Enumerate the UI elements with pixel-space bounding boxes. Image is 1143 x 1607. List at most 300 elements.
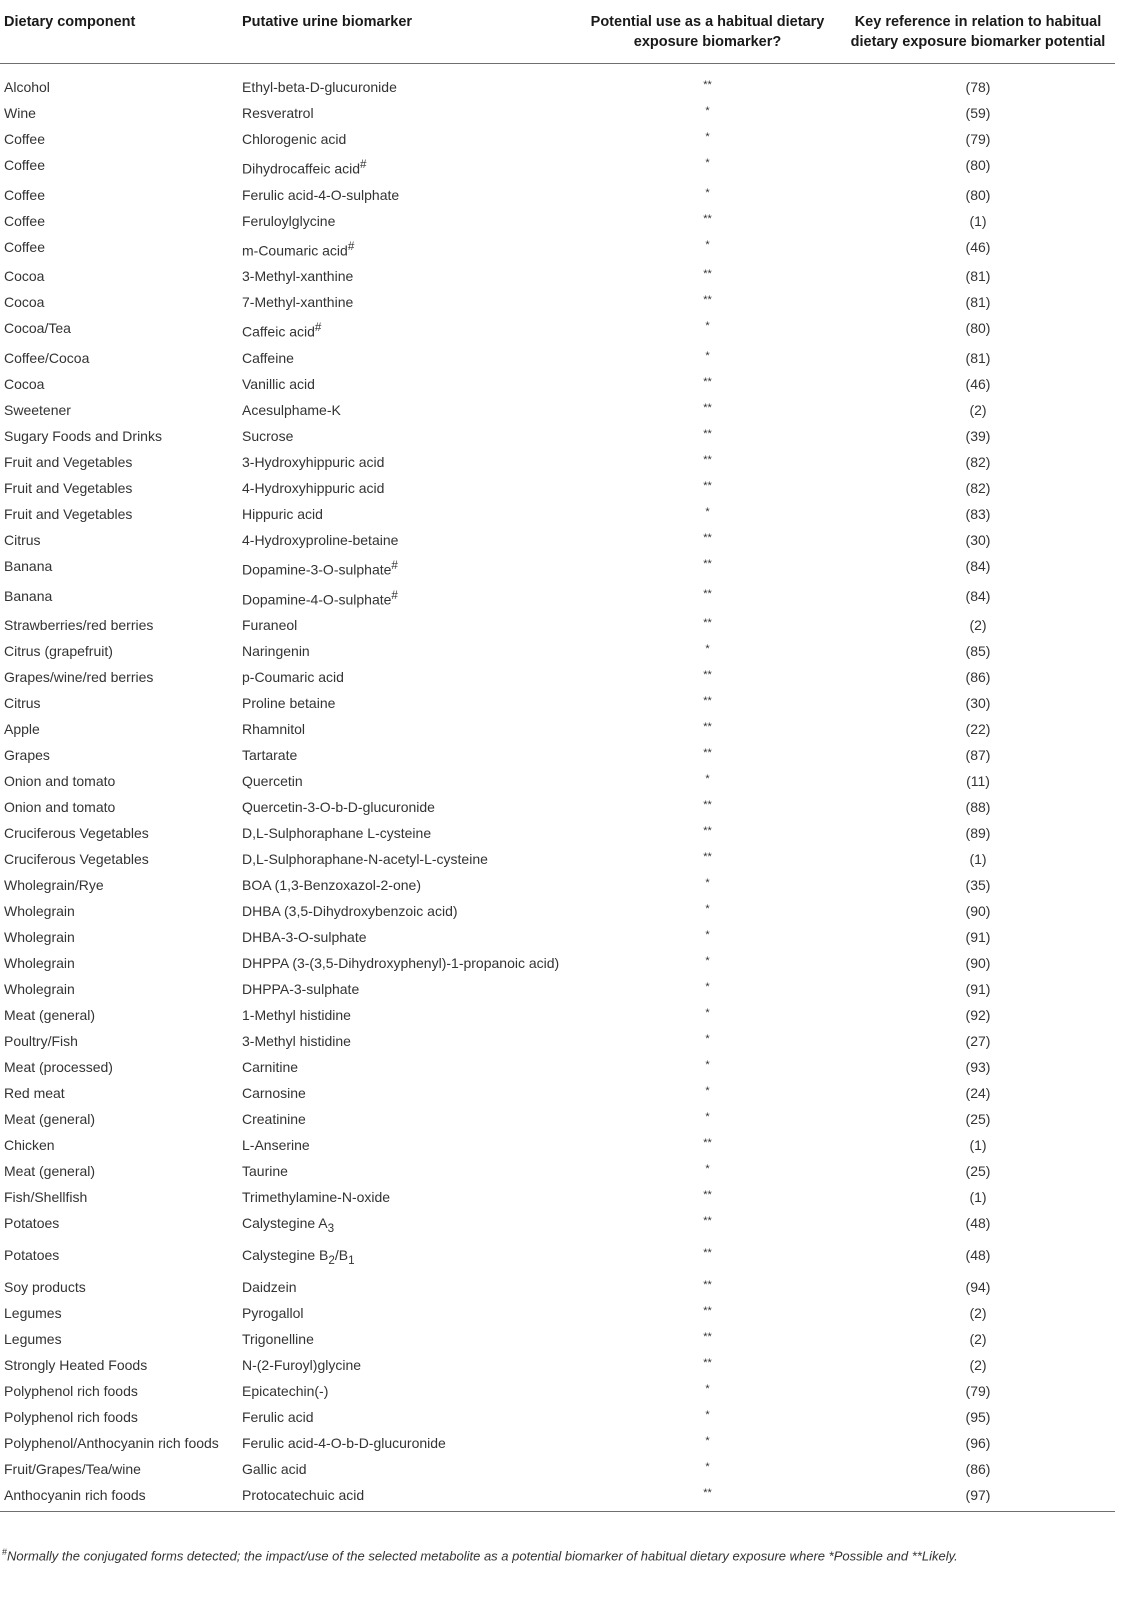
biomarker-name: N-(2-Furoyl)glycine <box>242 1356 362 1373</box>
key-reference-cell: (86) <box>965 1460 991 1477</box>
key-reference-cell: (46) <box>965 238 991 255</box>
biomarker-name: Sucrose <box>242 427 294 444</box>
table-row <box>0 234 1115 264</box>
biomarker-cell <box>238 501 574 527</box>
biomarker-cell <box>238 1106 574 1132</box>
dietary-component-cell: Citrus <box>4 531 41 548</box>
key-reference-cell: (78) <box>965 79 991 95</box>
potential-use-rating-cell: ** <box>703 587 712 600</box>
key-reference-cell: (90) <box>965 955 991 972</box>
biomarker-name: 1-Methyl histidine <box>242 1007 351 1024</box>
key-reference-cell: (30) <box>965 695 991 712</box>
table-row <box>0 1352 1115 1378</box>
key-reference-cell: (79) <box>965 131 991 147</box>
potential-use-rating-cell: * <box>705 131 710 143</box>
biomarker-name: DHBA-3-O-sulphate <box>242 929 367 946</box>
potential-use-rating-cell: ** <box>703 1247 712 1260</box>
dietary-component-cell: Wholegrain <box>4 981 75 998</box>
biomarker-subscript: 1 <box>348 1253 355 1267</box>
biomarker-name: Furaneol <box>242 617 298 634</box>
biomarker-cell <box>238 1352 574 1378</box>
key-reference-cell: (22) <box>965 721 991 738</box>
biomarker-name: Trimethylamine-N-oxide <box>242 1189 391 1206</box>
potential-use-rating-cell: ** <box>703 721 712 734</box>
biomarker-cell <box>238 208 574 234</box>
biomarker-cell <box>238 126 574 152</box>
dietary-component-cell: Wholegrain <box>4 903 75 920</box>
dietary-component-cell: Strongly Heated Foods <box>4 1356 148 1373</box>
biomarker-name: Vanillic acid <box>242 375 315 392</box>
table-row <box>0 794 1115 820</box>
biomarker-cell <box>238 1054 574 1080</box>
dietary-component-cell: Meat (processed) <box>4 1059 113 1076</box>
key-reference-cell: (35) <box>965 877 991 894</box>
potential-use-rating-cell: ** <box>703 851 712 864</box>
table-row <box>0 1430 1115 1456</box>
dietary-component-cell: Poultry/Fish <box>4 1033 78 1050</box>
key-reference-cell: (81) <box>965 294 991 311</box>
dietary-component-cell: Cruciferous Vegetables <box>4 851 149 868</box>
table-row <box>0 423 1115 449</box>
biomarker-name: Acesulphame-K <box>242 401 341 418</box>
conjugate-mark: # <box>347 239 355 253</box>
conjugate-mark: # <box>391 588 398 602</box>
table-row <box>0 1274 1115 1300</box>
table-row <box>0 1378 1115 1404</box>
table-header <box>0 0 1115 64</box>
table-row <box>0 315 1115 345</box>
potential-use-rating-cell: ** <box>703 1215 712 1228</box>
key-reference-cell: (11) <box>966 773 990 790</box>
biomarker-cell <box>238 263 574 289</box>
potential-use-rating-cell: * <box>705 1059 710 1072</box>
key-reference-cell: (82) <box>965 479 991 496</box>
key-reference-cell: (25) <box>965 1163 991 1180</box>
table-row <box>0 126 1115 152</box>
table-row <box>0 820 1115 846</box>
table-row <box>0 1326 1115 1352</box>
dietary-component-cell: Polyphenol rich foods <box>4 1382 138 1399</box>
dietary-component-cell: Cocoa <box>4 268 45 285</box>
biomarker-cell <box>238 1404 574 1430</box>
table-row <box>0 898 1115 924</box>
biomarker-subscript: 3 <box>327 1222 335 1236</box>
biomarker-cell <box>238 64 574 101</box>
table-body <box>0 64 1115 1512</box>
biomarker-subscript: 2 <box>328 1253 335 1267</box>
biomarker-name: Carnosine <box>242 1085 306 1102</box>
dietary-component-cell: Wine <box>4 105 36 121</box>
biomarker-name: Daidzein <box>242 1278 297 1295</box>
potential-use-rating-cell: * <box>705 238 710 251</box>
biomarker-name: Protocatechuic acid <box>242 1486 365 1503</box>
dietary-component-cell: Coffee/Cocoa <box>4 349 90 366</box>
biomarker-cell <box>238 423 574 449</box>
table-row <box>0 1158 1115 1184</box>
biomarker-cell <box>238 638 574 664</box>
biomarker-name: Ferulic acid-4-O-b-D-glucuronide <box>242 1434 446 1451</box>
biomarker-cell: Calystegine $B_2/B_1$ <box>242 1247 355 1267</box>
table-row <box>0 182 1115 208</box>
biomarker-name: Ferulic acid-4-O-sulphate <box>242 186 400 203</box>
biomarker-cell <box>238 1274 574 1300</box>
biomarker-cell <box>238 1132 574 1158</box>
biomarker-name: Ethyl-beta-D-glucuronide <box>242 79 397 95</box>
biomarker-name: Tartarate <box>242 747 298 764</box>
dietary-component-cell: Polyphenol rich foods <box>4 1408 138 1425</box>
key-reference-cell: (80) <box>965 157 991 173</box>
key-reference-cell: (39) <box>965 427 991 444</box>
biomarker-name: 7-Methyl-xanthine <box>242 294 354 311</box>
biomarker-name: Chlorogenic acid <box>242 131 347 147</box>
dietary-component-cell: Fruit and Vegetables <box>4 505 133 522</box>
table-row <box>0 1106 1115 1132</box>
potential-use-rating-cell: * <box>705 929 710 942</box>
header-putative-biomarker: Putative urine biomarker <box>242 14 413 30</box>
potential-use-rating-cell: ** <box>703 799 712 812</box>
biomarker-name: Taurine <box>242 1163 288 1180</box>
biomarker-name: Resveratrol <box>242 105 314 121</box>
conjugate-mark: # <box>360 158 367 171</box>
potential-use-rating-cell: * <box>705 773 710 786</box>
potential-use-rating-cell: ** <box>703 557 712 570</box>
biomarker-cell <box>238 475 574 501</box>
key-reference-cell: (48) <box>965 1215 991 1232</box>
dietary-component-cell: Coffee <box>4 238 45 255</box>
dietary-component-cell: Meat (general) <box>4 1163 96 1180</box>
table-row <box>0 527 1115 553</box>
biomarker-cell <box>238 950 574 976</box>
potential-use-rating-cell: ** <box>703 1137 712 1150</box>
table-row <box>0 583 1115 613</box>
potential-use-rating-cell: * <box>705 903 710 916</box>
potential-use-rating-cell: ** <box>703 1356 712 1369</box>
table-row <box>0 289 1115 315</box>
biomarker-cell <box>238 1378 574 1404</box>
table-row <box>0 1080 1115 1106</box>
table-row <box>0 1054 1115 1080</box>
biomarker-cell <box>238 794 574 820</box>
key-reference-cell: (2) <box>969 617 987 634</box>
dietary-component-cell: Polyphenol/Anthocyanin rich foods <box>4 1434 219 1451</box>
biomarker-name: 4-Hydroxyproline-betaine <box>242 531 399 548</box>
potential-use-rating-cell: * <box>705 981 710 994</box>
biomarker-cell <box>238 898 574 924</box>
dietary-component-cell: Banana <box>4 587 53 604</box>
dietary-component-cell: Onion and tomato <box>4 799 116 816</box>
dietary-component-cell: Coffee <box>4 212 45 229</box>
biomarker-cell <box>238 1300 574 1326</box>
biomarker-cell <box>238 768 574 794</box>
footnote-text: Normally the conjugated forms detected; the impact/use of the selected metabolite as a potential biomarker of habitual dietary exposure where *Possible and **Likely. <box>7 1548 958 1564</box>
potential-use-rating-cell: * <box>705 877 710 890</box>
biomarker-name: Creatinine <box>242 1111 306 1128</box>
biomarker-name: Hippuric acid <box>242 505 323 522</box>
header-row <box>0 0 1115 64</box>
biomarker-name: Carnitine <box>242 1059 299 1076</box>
biomarker-name: Dihydrocaffeic acid <box>242 160 361 177</box>
key-reference-cell: (95) <box>965 1408 991 1425</box>
potential-use-rating-cell: * <box>705 1033 710 1046</box>
key-reference-cell: (87) <box>965 747 991 764</box>
potential-use-rating-cell: ** <box>703 79 712 91</box>
key-reference-cell: (97) <box>965 1486 991 1503</box>
conjugate-mark: # <box>314 321 322 335</box>
dietary-component-cell: Legumes <box>4 1304 62 1321</box>
table-row <box>0 976 1115 1002</box>
dietary-component-cell: Potatoes <box>4 1215 60 1232</box>
potential-use-rating-cell: ** <box>703 617 712 630</box>
table-row <box>0 64 1115 101</box>
table-footnote <box>2 1547 958 1563</box>
key-reference-cell: (2) <box>969 1304 987 1321</box>
potential-use-rating-cell: ** <box>703 1189 712 1202</box>
key-reference-cell: (88) <box>965 799 991 816</box>
table-row <box>0 1028 1115 1054</box>
biomarker-cell <box>238 553 574 583</box>
dietary-component-cell: Soy products <box>4 1278 86 1295</box>
biomarker-cell <box>238 1326 574 1352</box>
table-row <box>0 208 1115 234</box>
potential-use-rating-cell: ** <box>703 294 712 307</box>
biomarker-cell <box>238 234 574 264</box>
key-reference-cell: (83) <box>965 505 991 522</box>
dietary-component-cell: Fish/Shellfish <box>4 1189 88 1206</box>
header-key-reference: Key reference in relation to habitual dietary exposure biomarker potential <box>850 14 1106 50</box>
table-row <box>0 846 1115 872</box>
potential-use-rating-cell: ** <box>703 375 712 388</box>
table-row <box>0 1300 1115 1326</box>
dietary-component-cell: Fruit and Vegetables <box>4 479 133 496</box>
biomarker-name: Dopamine-3-O-sulphate <box>242 561 392 578</box>
biomarker-name: Quercetin <box>242 773 303 790</box>
biomarker-cell <box>238 527 574 553</box>
footnote-mark: # <box>2 1547 8 1557</box>
dietary-component-cell: Fruit/Grapes/Tea/wine <box>4 1460 141 1477</box>
biomarker-cell <box>238 1158 574 1184</box>
table-row <box>0 449 1115 475</box>
dietary-component-cell: Citrus <box>4 695 41 712</box>
table-row <box>0 1184 1115 1210</box>
potential-use-rating-cell: * <box>705 505 710 518</box>
table-row <box>0 1482 1115 1512</box>
table-row <box>0 664 1115 690</box>
biomarker-cell <box>238 1456 574 1482</box>
biomarker-cell <box>238 289 574 315</box>
biomarker-name: 4-Hydroxyhippuric acid <box>242 479 385 496</box>
key-reference-cell: (92) <box>965 1007 991 1024</box>
key-reference-cell: (2) <box>969 1356 987 1373</box>
potential-use-rating-cell: ** <box>703 268 712 281</box>
biomarker-cell <box>238 345 574 371</box>
biomarker-cell <box>238 1184 574 1210</box>
biomarker-cell <box>238 846 574 872</box>
dietary-component-cell: Apple <box>4 721 40 738</box>
potential-use-rating-cell: * <box>705 105 710 117</box>
biomarker-name: Caffeic acid <box>242 323 315 340</box>
biomarker-name: Dopamine-4-O-sulphate <box>242 591 392 608</box>
dietary-component-cell: Coffee <box>4 131 45 147</box>
biomarker-cell <box>238 872 574 898</box>
biomarker-cell <box>238 449 574 475</box>
biomarker-cell <box>238 690 574 716</box>
biomarker-name: 3-Hydroxyhippuric acid <box>242 453 385 470</box>
dietary-component-cell: Potatoes <box>4 1247 60 1264</box>
biomarker-cell <box>238 397 574 423</box>
biomarker-cell <box>238 152 574 182</box>
dietary-component-cell: Chicken <box>4 1137 55 1154</box>
biomarker-name: D,L-Sulphoraphane L-cysteine <box>242 825 432 842</box>
key-reference-cell: (91) <box>965 981 991 998</box>
potential-use-rating-cell: * <box>705 1408 710 1421</box>
potential-use-rating-cell: * <box>705 1085 710 1098</box>
biomarker-name: Ferulic acid <box>242 1408 314 1425</box>
key-reference-cell: (84) <box>965 557 991 574</box>
biomarker-name: Feruloylglycine <box>242 212 336 229</box>
potential-use-rating-cell: * <box>705 186 710 199</box>
header-potential-use: Potential use as a habitual dietary exposure biomarker? <box>590 14 825 50</box>
dietary-component-cell: Sugary Foods and Drinks <box>4 427 162 444</box>
table-row <box>0 612 1115 638</box>
biomarker-name: 3-Methyl histidine <box>242 1033 351 1050</box>
dietary-component-cell: Sweetener <box>4 401 71 418</box>
header-dietary-component: Dietary component <box>4 14 136 30</box>
table-row <box>0 100 1115 126</box>
table-row <box>0 501 1115 527</box>
dietary-component-cell: Onion and tomato <box>4 773 116 790</box>
biomarker-cell <box>238 100 574 126</box>
potential-use-rating-cell: ** <box>703 427 712 440</box>
biomarker-cell <box>238 1430 574 1456</box>
biomarker-name: D,L-Sulphoraphane-N-acetyl-L-cysteine <box>242 851 488 868</box>
dietary-component-cell: Coffee <box>4 157 45 173</box>
biomarker-name: m-Coumaric acid <box>242 242 348 259</box>
key-reference-cell: (1) <box>969 212 987 229</box>
biomarker-name: Rhamnitol <box>242 721 306 738</box>
potential-use-rating-cell: ** <box>703 401 712 414</box>
key-reference-cell: (85) <box>965 643 991 660</box>
table-row <box>0 872 1115 898</box>
key-reference-cell: (30) <box>965 531 991 548</box>
dietary-component-cell: Cruciferous Vegetables <box>4 825 149 842</box>
key-reference-cell: (59) <box>965 105 991 121</box>
potential-use-rating-cell: ** <box>703 669 712 682</box>
potential-use-rating-cell: * <box>705 1111 710 1124</box>
biomarker-name: Pyrogallol <box>242 1304 304 1321</box>
key-reference-cell: (48) <box>965 1247 991 1264</box>
biomarker-cell <box>238 664 574 690</box>
potential-use-rating-cell: * <box>705 955 710 968</box>
key-reference-cell: (94) <box>965 1278 991 1295</box>
potential-use-rating-cell: ** <box>703 453 712 466</box>
potential-use-rating-cell: * <box>705 1460 710 1473</box>
key-reference-cell: (46) <box>965 375 991 392</box>
potential-use-rating-cell: ** <box>703 695 712 708</box>
potential-use-rating-cell: * <box>705 320 710 333</box>
table-row <box>0 371 1115 397</box>
key-reference-cell: (27) <box>965 1033 991 1050</box>
key-reference-cell: (81) <box>965 349 991 366</box>
key-reference-cell: (24) <box>965 1085 991 1102</box>
key-reference-cell: (2) <box>969 1330 987 1347</box>
biomarker-cell <box>238 976 574 1002</box>
key-reference-cell: (1) <box>969 1137 987 1154</box>
table-row <box>0 1242 1115 1274</box>
biomarker-name: Naringenin <box>242 643 310 660</box>
key-reference-cell: (25) <box>965 1111 991 1128</box>
biomarker-name: Quercetin-3-O-b-D-glucuronide <box>242 799 435 816</box>
biomarker-cell <box>238 1028 574 1054</box>
key-reference-cell: (1) <box>969 1189 987 1206</box>
potential-use-rating-cell: ** <box>703 479 712 492</box>
biomarker-name: Caffeine <box>242 349 294 366</box>
table-row <box>0 397 1115 423</box>
potential-use-rating-cell: * <box>705 643 710 656</box>
biomarker-cell <box>238 924 574 950</box>
potential-use-rating-cell: ** <box>703 531 712 544</box>
key-reference-cell: (81) <box>965 268 991 285</box>
table-row <box>0 1456 1115 1482</box>
key-reference-cell: (89) <box>965 825 991 842</box>
dietary-component-cell: Coffee <box>4 186 45 203</box>
dietary-component-cell: Cocoa/Tea <box>4 320 71 337</box>
key-reference-cell: (86) <box>965 669 991 686</box>
table-row <box>0 1002 1115 1028</box>
potential-use-rating-cell: * <box>705 1382 710 1395</box>
potential-use-rating-cell: * <box>705 157 710 169</box>
dietary-component-cell: Cocoa <box>4 375 45 392</box>
dietary-component-cell: Meat (general) <box>4 1111 96 1128</box>
potential-use-rating-cell: ** <box>703 212 712 225</box>
table-row <box>0 553 1115 583</box>
dietary-component-cell: Grapes <box>4 747 50 764</box>
biomarker-cell <box>238 820 574 846</box>
dietary-component-cell: Red meat <box>4 1085 65 1102</box>
potential-use-rating-cell: * <box>705 1163 710 1176</box>
dietary-component-cell: Fruit and Vegetables <box>4 453 133 470</box>
dietary-component-cell: Wholegrain <box>4 929 75 946</box>
biomarker-name: Proline betaine <box>242 695 336 712</box>
table-row <box>0 1132 1115 1158</box>
potential-use-rating-cell: ** <box>703 1330 712 1343</box>
biomarker-cell <box>238 1080 574 1106</box>
dietary-component-cell: Legumes <box>4 1330 62 1347</box>
biomarker-cell: Calystegine $A_3$ <box>242 1215 335 1236</box>
dietary-component-cell: Alcohol <box>4 79 50 95</box>
table-row <box>0 1404 1115 1430</box>
table-row <box>0 768 1115 794</box>
biomarker-name: DHPPA-3-sulphate <box>242 981 360 998</box>
dietary-component-cell: Meat (general) <box>4 1007 96 1024</box>
biomarker-name: DHPPA (3-(3,5-Dihydroxyphenyl)-1-propanoic acid) <box>242 955 560 972</box>
conjugate-mark: # <box>391 558 398 572</box>
key-reference-cell: (1) <box>969 851 987 868</box>
biomarker-cell <box>238 371 574 397</box>
key-reference-cell: (80) <box>965 186 991 203</box>
table-row <box>0 475 1115 501</box>
potential-use-rating-cell: ** <box>703 1278 712 1291</box>
potential-use-rating-cell: ** <box>703 1486 712 1499</box>
biomarker-name: Trigonelline <box>242 1330 314 1347</box>
key-reference-cell: (96) <box>965 1434 991 1451</box>
biomarker-cell <box>238 583 574 613</box>
table-row <box>0 152 1115 182</box>
key-reference-cell: (80) <box>965 320 991 337</box>
potential-use-rating-cell: ** <box>703 1304 712 1317</box>
table-row <box>0 1210 1115 1242</box>
biomarker-cell <box>238 315 574 345</box>
key-reference-cell: (2) <box>969 401 987 418</box>
